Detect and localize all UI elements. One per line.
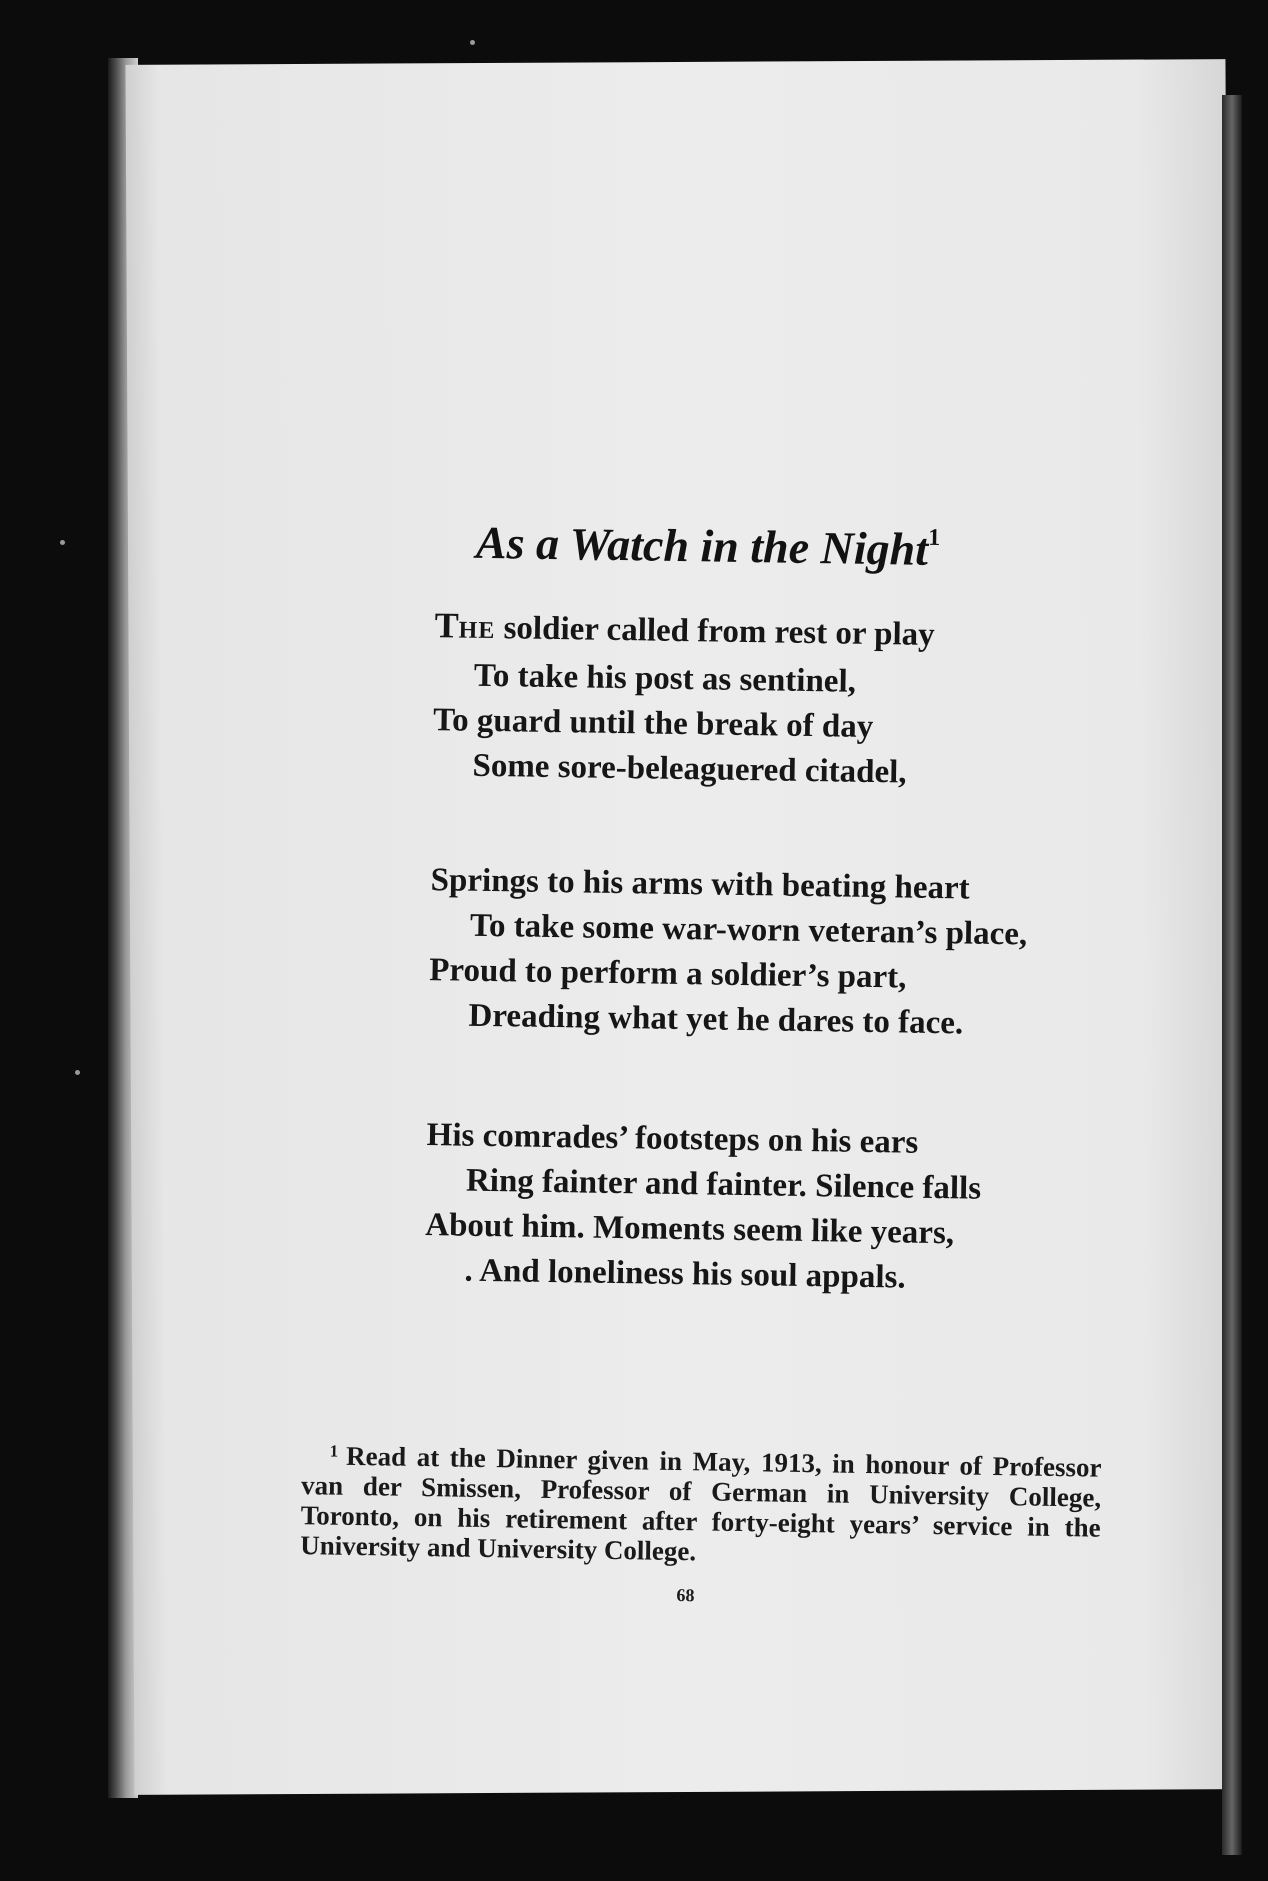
poem-line: Ring fainter and fainter. Silence falls: [465, 1162, 982, 1207]
drop-cap: T: [434, 605, 460, 646]
poem-line: Dreading what yet he dares to face.: [468, 997, 964, 1042]
footnote-mark: 1: [329, 1441, 339, 1461]
title-footnote-mark: 1: [927, 524, 941, 552]
scan-speck: [60, 540, 65, 545]
stanza-3: [424, 1113, 1147, 1304]
page-number: 68: [676, 1585, 695, 1606]
scan-speck: [470, 40, 475, 45]
poem-line: His comrades’ footsteps on his ears: [426, 1117, 919, 1161]
poem-line-text: soldier called from rest or play: [503, 610, 935, 653]
footnote: [300, 1436, 1102, 1573]
small-caps: HE: [458, 617, 496, 645]
poem-title-text: As a Watch in the Night: [475, 516, 929, 575]
poem-line: Proud to perform a soldier’s part,: [429, 952, 907, 996]
footnote-text: Read at the Dinner given in May, 1913, in honour of Professor van der Smissen, Professor of German in University College, Toronto, on his retirement after forty-eight years’ service in the University and University College.: [300, 1440, 1102, 1567]
scan-speck: [75, 1070, 80, 1075]
poem-line: To guard until the break of day: [432, 702, 874, 746]
poem-line: Springs to his arms with beating heart: [430, 862, 970, 907]
stanza-2: [428, 858, 1151, 1049]
poem-line: . And loneliness his soul appals.: [464, 1252, 906, 1296]
poem-line: To take his post as sentinel,: [473, 657, 857, 700]
poem-line: About him. Moments seem like years,: [425, 1207, 955, 1252]
poem-title: [476, 516, 941, 576]
stanza-1: [432, 603, 1155, 799]
page-content: [116, 53, 1243, 1800]
poem-line: To take some war-worn veteran’s place,: [469, 907, 1028, 953]
poem-line: Some sore-beleaguered citadel,: [472, 747, 907, 791]
